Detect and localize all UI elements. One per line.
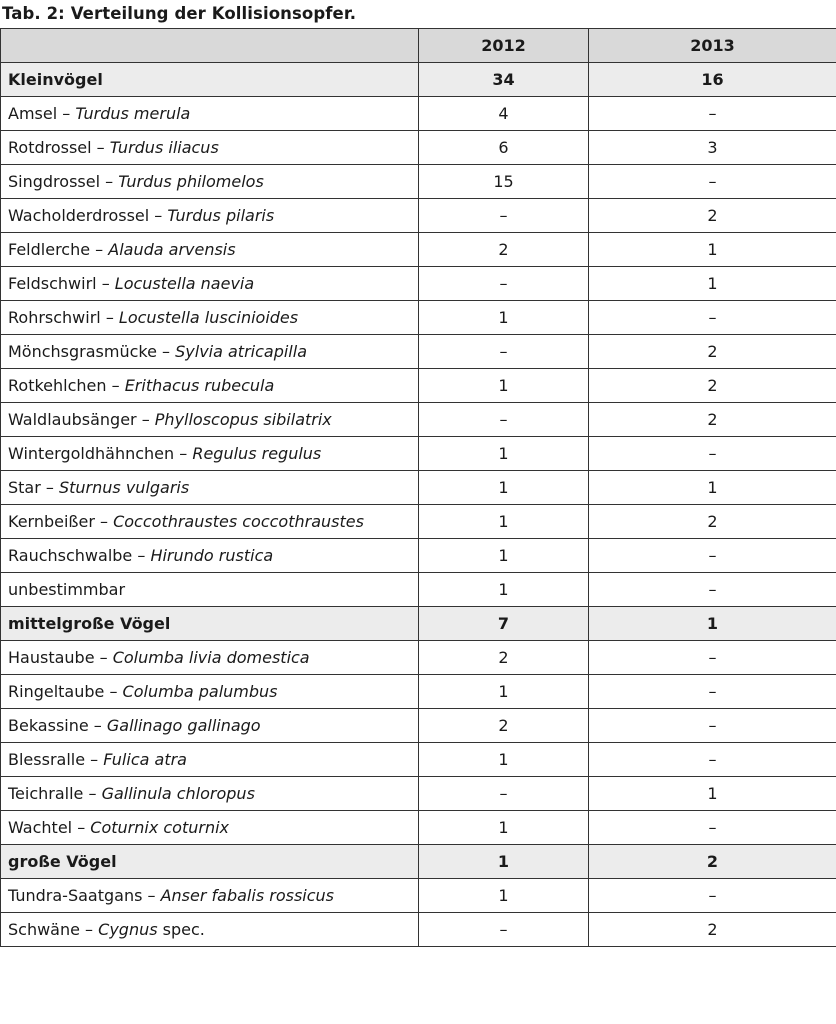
count-2012-cell: – <box>419 267 589 301</box>
common-name: Rauchschwalbe <box>8 546 133 565</box>
group-name-cell <box>1 63 419 97</box>
table-row <box>1 505 836 539</box>
species-name-cell <box>1 709 419 743</box>
count-2013-cell: – <box>589 709 836 743</box>
count-2012-cell: – <box>419 403 589 437</box>
count-2012-cell: 1 <box>419 437 589 471</box>
header-species <box>1 29 419 63</box>
count-2013-cell: 2 <box>589 369 836 403</box>
count-2012-cell: 6 <box>419 131 589 165</box>
name-separator: – <box>106 376 125 395</box>
name-separator: – <box>96 274 115 293</box>
name-separator: – <box>79 920 99 939</box>
scientific-name: Coturnix coturnix <box>90 818 230 837</box>
name-separator: – <box>100 308 119 327</box>
scientific-name: Regulus regulus <box>192 444 322 463</box>
count-2012-cell: 1 <box>419 675 589 709</box>
common-name: Feldlerche <box>8 240 91 259</box>
scientific-name: Columba livia domestica <box>112 648 310 667</box>
count-2013-cell: – <box>589 811 836 845</box>
table-row <box>1 811 836 845</box>
scientific-name: Alauda arvensis <box>108 240 236 259</box>
count-2013-cell: – <box>589 539 836 573</box>
name-separator: – <box>104 682 123 701</box>
table-row <box>1 573 836 607</box>
table-body <box>1 63 836 947</box>
common-name: Rotdrossel <box>8 138 92 157</box>
scientific-name: Sylvia atricapilla <box>175 342 307 361</box>
count-2012-cell: 4 <box>419 97 589 131</box>
count-2013-cell: – <box>589 573 836 607</box>
scientific-name: Locustella luscinioides <box>118 308 299 327</box>
name-separator: – <box>136 410 155 429</box>
name-separator: – <box>88 716 107 735</box>
species-name-cell <box>1 165 419 199</box>
common-name: Schwäne <box>8 920 80 939</box>
common-name: unbestimmbar <box>8 580 126 599</box>
name-separator: – <box>132 546 151 565</box>
species-name-cell <box>1 233 419 267</box>
common-name: Feldschwirl <box>8 274 97 293</box>
count-2013-cell: 1 <box>589 607 836 641</box>
table-row <box>1 335 836 369</box>
count-2012-cell: 1 <box>419 879 589 913</box>
name-separator: – <box>90 240 109 259</box>
table-row <box>1 709 836 743</box>
name-separator: – <box>91 138 110 157</box>
count-2013-cell: 2 <box>589 505 836 539</box>
scientific-name: Turdus merula <box>75 104 191 123</box>
group-name: große Vögel <box>8 852 117 871</box>
species-name-cell <box>1 437 419 471</box>
scientific-name: Cygnus <box>98 920 158 939</box>
common-name: Bekassine <box>8 716 89 735</box>
count-2012-cell: 1 <box>419 743 589 777</box>
species-name-cell <box>1 573 419 607</box>
count-2012-cell: 2 <box>419 709 589 743</box>
species-name-cell <box>1 811 419 845</box>
name-separator: – <box>57 104 76 123</box>
count-2013-cell: 2 <box>589 335 836 369</box>
name-separator: – <box>85 750 104 769</box>
common-name: Amsel <box>8 104 58 123</box>
count-2013-cell: 2 <box>589 199 836 233</box>
species-name-cell <box>1 267 419 301</box>
table-row <box>1 777 836 811</box>
scientific-name: Gallinago gallinago <box>106 716 261 735</box>
table-row <box>1 743 836 777</box>
species-name-cell <box>1 199 419 233</box>
count-2013-cell: – <box>589 165 836 199</box>
scientific-name: Sturnus vulgaris <box>58 478 190 497</box>
count-2013-cell: 1 <box>589 267 836 301</box>
common-name: Wintergoldhähnchen <box>8 444 175 463</box>
name-separator: – <box>100 172 119 191</box>
species-name-cell <box>1 777 419 811</box>
scientific-name: Fulica atra <box>103 750 187 769</box>
scientific-name: Coccothraustes coccothraustes <box>113 512 364 531</box>
table-row <box>1 165 836 199</box>
species-name-cell <box>1 471 419 505</box>
count-2013-cell: – <box>589 879 836 913</box>
name-separator: – <box>83 784 102 803</box>
group-name-cell <box>1 607 419 641</box>
count-2012-cell: 1 <box>419 369 589 403</box>
name-separator: – <box>142 886 161 905</box>
count-2012-cell: – <box>419 199 589 233</box>
count-2012-cell: – <box>419 913 589 947</box>
group-name: Kleinvögel <box>8 70 103 89</box>
scientific-name: Phylloscopus sibilatrix <box>154 410 332 429</box>
table-row <box>1 437 836 471</box>
name-separator: – <box>72 818 91 837</box>
table-header-row <box>1 29 836 63</box>
common-name: Singdrossel <box>8 172 101 191</box>
header-year-2012: 2012 <box>419 29 589 63</box>
count-2013-cell: 2 <box>589 845 836 879</box>
table-row <box>1 301 836 335</box>
header-year-2013: 2013 <box>589 29 836 63</box>
table-row <box>1 233 836 267</box>
count-2012-cell: 1 <box>419 811 589 845</box>
count-2013-cell: 1 <box>589 233 836 267</box>
species-name-cell <box>1 97 419 131</box>
species-name-cell <box>1 743 419 777</box>
species-name-cell <box>1 369 419 403</box>
count-2012-cell: 34 <box>419 63 589 97</box>
species-name-cell <box>1 505 419 539</box>
name-separator: – <box>94 512 114 531</box>
table-row <box>1 879 836 913</box>
count-2013-cell: 16 <box>589 63 836 97</box>
count-2013-cell: – <box>589 437 836 471</box>
table-row <box>1 131 836 165</box>
table-row <box>1 913 836 947</box>
common-name: Tundra-Saatgans <box>8 886 143 905</box>
common-name: Wacholderdrossel <box>8 206 150 225</box>
common-name: Kernbeißer <box>8 512 95 531</box>
count-2012-cell: 7 <box>419 607 589 641</box>
species-name-cell <box>1 539 419 573</box>
table-row <box>1 641 836 675</box>
species-name-cell <box>1 641 419 675</box>
common-name: Mönchsgrasmücke <box>8 342 157 361</box>
count-2013-cell: 2 <box>589 913 836 947</box>
count-2013-cell: – <box>589 97 836 131</box>
name-separator: – <box>156 342 176 361</box>
group-name: mittelgroße Vögel <box>8 614 171 633</box>
scientific-name: Anser fabalis rossicus <box>160 886 334 905</box>
common-name: Blessralle <box>8 750 86 769</box>
table-row <box>1 199 836 233</box>
count-2012-cell: – <box>419 335 589 369</box>
common-name: Wachtel <box>8 818 73 837</box>
scientific-name: Gallinula chloropus <box>101 784 255 803</box>
table-row <box>1 267 836 301</box>
count-2012-cell: 1 <box>419 301 589 335</box>
common-name: Teichralle <box>8 784 84 803</box>
collision-victims-table <box>0 28 836 947</box>
count-2013-cell: 3 <box>589 131 836 165</box>
scientific-name: Hirundo rustica <box>150 546 274 565</box>
common-name: Ringeltaube <box>8 682 105 701</box>
scientific-name: Columba palumbus <box>122 682 278 701</box>
common-name: Star <box>8 478 41 497</box>
common-name: Waldlaubsänger <box>8 410 137 429</box>
count-2012-cell: 2 <box>419 233 589 267</box>
count-2012-cell: 1 <box>419 505 589 539</box>
common-name: Rotkehlchen <box>8 376 107 395</box>
table-row <box>1 539 836 573</box>
name-separator: – <box>174 444 193 463</box>
species-name-cell <box>1 879 419 913</box>
name-suffix: spec. <box>157 920 205 939</box>
count-2013-cell: 2 <box>589 403 836 437</box>
name-separator: – <box>94 648 113 667</box>
name-separator: – <box>149 206 168 225</box>
count-2012-cell: – <box>419 777 589 811</box>
count-2012-cell: 1 <box>419 845 589 879</box>
table-row <box>1 369 836 403</box>
table-caption: Tab. 2: Verteilung der Kollisionsopfer. <box>2 4 357 23</box>
species-name-cell <box>1 403 419 437</box>
count-2013-cell: – <box>589 301 836 335</box>
species-name-cell <box>1 335 419 369</box>
common-name: Haustaube <box>8 648 95 667</box>
group-name-cell <box>1 845 419 879</box>
count-2013-cell: – <box>589 641 836 675</box>
name-separator: – <box>40 478 59 497</box>
group-row <box>1 845 836 879</box>
count-2013-cell: 1 <box>589 471 836 505</box>
scientific-name: Turdus iliacus <box>109 138 219 157</box>
common-name: Rohrschwirl <box>8 308 101 327</box>
group-row <box>1 607 836 641</box>
species-name-cell <box>1 913 419 947</box>
species-name-cell <box>1 131 419 165</box>
table-row <box>1 403 836 437</box>
count-2013-cell: 1 <box>589 777 836 811</box>
table-row <box>1 675 836 709</box>
species-name-cell <box>1 675 419 709</box>
scientific-name: Erithacus rubecula <box>124 376 275 395</box>
scientific-name: Locustella naevia <box>114 274 255 293</box>
count-2012-cell: 1 <box>419 471 589 505</box>
count-2012-cell: 1 <box>419 573 589 607</box>
count-2012-cell: 2 <box>419 641 589 675</box>
scientific-name: Turdus philomelos <box>118 172 264 191</box>
count-2012-cell: 1 <box>419 539 589 573</box>
count-2013-cell: – <box>589 743 836 777</box>
table-row <box>1 471 836 505</box>
scientific-name: Turdus pilaris <box>167 206 275 225</box>
species-name-cell <box>1 301 419 335</box>
group-row <box>1 63 836 97</box>
count-2012-cell: 15 <box>419 165 589 199</box>
table-row <box>1 97 836 131</box>
count-2013-cell: – <box>589 675 836 709</box>
